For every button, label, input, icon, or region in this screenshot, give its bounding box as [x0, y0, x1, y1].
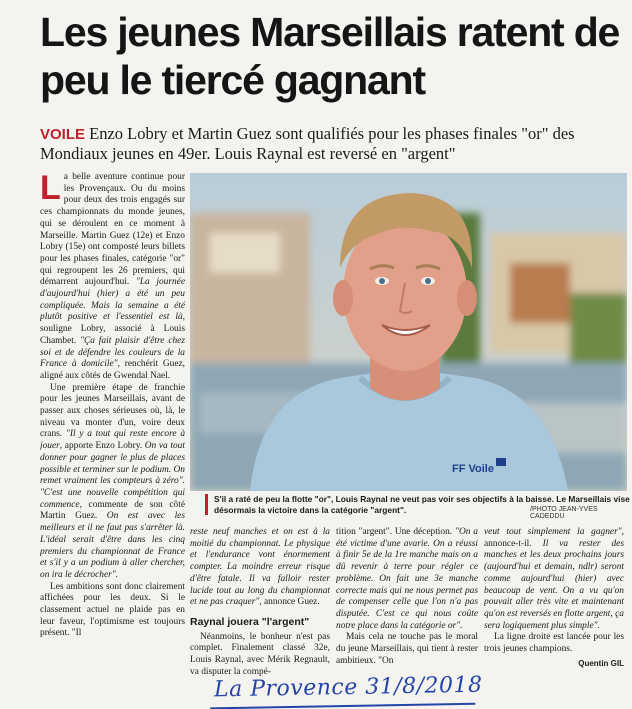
portrait-photo — [190, 173, 627, 491]
article-column-4 — [484, 527, 624, 687]
body-text: , commente de son côté Martin Guez. — [40, 499, 185, 522]
article-column-2 — [190, 527, 330, 687]
body-text: a belle aventure continue pour les Provençaux. Ou du moins pour deux des trois engagés sur ces championnats du monde jeunes, qui se déroulent en ce moment à Marseille. Martin Guez (12e) et Enzo Lobry (15e) ont composté leurs billets pour les phases finales, catégorie "or" qui regroupent les 26 premiers, qui démarrent aujourd'hui. — [40, 172, 185, 288]
body-text: Néanmoins, le bonheur n'est pas complet. Finalement classé 32e, Louis Raynal, avec Mérik Regnault, va disputer la compé- — [190, 631, 330, 677]
quote-text: Il va rester des manches et les deux prochains jours (aujourd'hui et demain, ndlr) seront comme aujourd'hui (hier) avec beaucoup de vent. On a vu qu'on pouvait aller très vite et maintenant qu'on est reversés en flotte argent, ça sera logiquement plus simple". — [484, 538, 624, 631]
body-text: tition "argent". Une déception. — [336, 527, 456, 537]
body-text: Mais cela ne touche pas le moral du jeune Marseillais, qui tient à rester ambitieux. "On — [336, 632, 478, 666]
drop-cap: L — [40, 172, 61, 207]
body-text: , souligne Lobry, associé à Louis Chambet. — [40, 312, 185, 346]
standfirst-text: Enzo Lobry et Martin Guez sont qualifiés pour les phases finales "or" des Mondiaux jeunes en 49er. Louis Raynal est reversé en "argent" — [40, 124, 575, 163]
quote-text: On va tout donner pour gagner le plus de places possible et terminer sur le podium. On remet vraiment les compteurs à zéro". "C'est une nouvelle compétition qui commence — [40, 441, 185, 510]
quote-text: reste neuf manches et on est à la moitié du championnat. Le physique et l'endurance vont énormement compter. La moindre erreur risque d'être fatale. Il va falloir rester lucide tout au long du championnat et ne pas craquer" — [190, 527, 330, 608]
body-text: La ligne droite est lancée pour les trois jeunes champions. — [484, 632, 624, 655]
body-text: Les ambitions sont donc clairement affichées pour les deux. Si le classement actuel ne plaide pas en leur faveur, l'optimisme est toujours présent. "Il — [40, 581, 185, 639]
handwritten-underline — [210, 703, 475, 709]
handwritten-source-note — [214, 673, 483, 703]
quote-text: "Ça fait plaisir d'être chez soi et de défendre les couleurs de la France à domicile" — [40, 335, 185, 370]
body-text: Une première étape de franchie pour les jeunes Marseillais, avant de passer aux choses sérieuses où, là, le niveau va monter d'un, voire deux crans. — [40, 382, 185, 440]
section-kicker: VOILE — [40, 126, 86, 143]
photo-credit: /PHOTO JEAN-YVES CADEDDU — [530, 506, 598, 520]
photo-caption: S'il a raté de peu la flotte "or", Louis Raynal ne veut pas voir ses objectifs à la baisse. Le Marseillais vise désormais la victoire dans la catégorie "argent". — [205, 494, 632, 515]
subheading: Raynal jouera "l'argent" — [190, 615, 310, 628]
article-column-1 — [40, 172, 185, 682]
headline: Les jeunes Marseillais ratent de peu le tiercé gagnant — [40, 9, 620, 103]
sail-logo-text: FF Voile — [452, 463, 494, 475]
standfirst — [40, 124, 625, 163]
body-text: , apporte Enzo Lobry. — [59, 441, 145, 452]
handwritten-text: La Provence 31/8/2018 — [213, 672, 483, 703]
body-text: , annonce Guez. — [259, 597, 320, 608]
body-text: , renchérit Guez, aligné aux côtés de Gwendal Nael. — [40, 359, 185, 381]
quote-text: veut tout simplement la gagner" — [484, 527, 622, 537]
article-column-3 — [336, 527, 478, 687]
author-signature: Quentin GIL — [578, 658, 624, 668]
quote-text: "On a été victime d'une avarie. On a réussi à finir 5e de la 1re manche mais on a dû revenir à terre pour régler ce problème. On fait une 3e manche correcte mais qui ne nous permet pas de compenser celle que l'on n'a pas disputée. C'est ce qui nous coûte notre place dans la catégorie or". — [336, 527, 478, 631]
photo-illustration — [190, 173, 627, 491]
quote-text: "La journée d'aujourd'hui (hier) a été un peu compliquée. Mais la semaine a été plutôt positive et l'essentiel est là — [40, 277, 185, 323]
body-text: , annonce-t-il. — [484, 527, 624, 549]
quote-text: On est avec les meilleurs et il ne faut pas s'arrêter là. L'idéal serait d'être dans les cinq premiers du championnat de France et s'il y a un podium à aller chercher, on ira le décrocher". — [40, 511, 185, 580]
quote-text: "Il y a tout qui reste encore à jouer — [40, 429, 185, 452]
